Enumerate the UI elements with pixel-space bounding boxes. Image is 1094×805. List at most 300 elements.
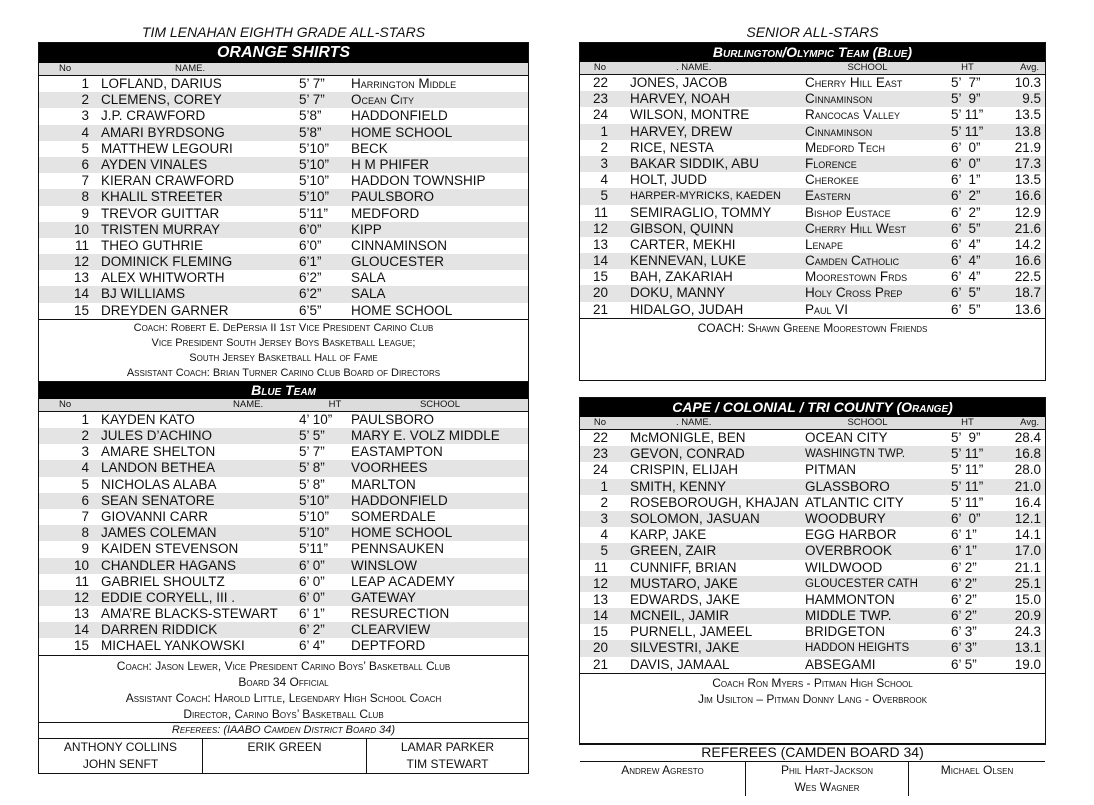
player-school: SALA: [351, 270, 386, 286]
player-height: 6’ 1”: [951, 172, 981, 188]
header-no: No: [59, 63, 72, 74]
eighth-grade-column: [38, 0, 529, 774]
player-row: [580, 124, 1045, 140]
player-name: MICHAEL YANKOWSKI: [101, 638, 245, 654]
header-name: . NAME.: [676, 62, 712, 73]
player-row: [580, 560, 1045, 576]
player-row: [39, 222, 528, 238]
player-row: [39, 108, 528, 124]
player-school: WILDWOOD: [805, 559, 883, 575]
player-row: [39, 92, 528, 108]
player-average: 13.1: [1014, 640, 1041, 656]
player-number: 9: [81, 541, 89, 557]
player-height: 6’0”: [299, 221, 322, 237]
player-number: 2: [600, 494, 608, 510]
player-number: 11: [593, 204, 608, 220]
player-row: [580, 543, 1045, 559]
player-height: 6’ 1”: [299, 606, 325, 622]
player-row: [39, 303, 528, 319]
player-height: 6’ 4”: [299, 638, 325, 654]
player-number: 1: [81, 76, 89, 91]
player-height: 5’ 7”: [299, 76, 325, 91]
header-ht: HT: [328, 398, 342, 410]
player-school: MEDFORD: [351, 205, 420, 221]
player-school: RESURECTION: [351, 606, 450, 622]
player-height: 5’10”: [299, 140, 330, 156]
player-row: [39, 428, 528, 444]
player-name: MCNEIL, JAMIR: [630, 608, 730, 624]
player-school: HAMMONTON: [805, 591, 895, 607]
player-number: 6: [81, 492, 89, 508]
player-number: 13: [73, 270, 89, 286]
player-height: 5’11”: [299, 205, 329, 221]
cape-title: CAPE / COLONIAL / TRI COUNTY (Orange): [580, 398, 1045, 417]
player-name: SILVESTRI, JAKE: [630, 640, 740, 656]
player-name: CHANDLER HAGANS: [101, 557, 237, 573]
coach-line: Jim Usilton – Pitman Donny Lang - Overbrook: [697, 691, 928, 706]
player-name: NICHOLAS ALABA: [101, 476, 217, 492]
player-row: [580, 269, 1045, 285]
player-average: 16.8: [1014, 446, 1041, 462]
player-height: 5’11”: [299, 541, 329, 557]
player-height: 5’10”: [299, 173, 330, 189]
player-height: 6’ 5”: [951, 656, 977, 672]
player-row: [580, 657, 1045, 673]
senior-title: SENIOR ALL-STARS: [746, 24, 879, 40]
player-school: HOME SCHOOL: [351, 124, 453, 140]
player-name: KAYDEN KATO: [101, 411, 195, 427]
header-no: No: [593, 417, 607, 428]
player-name: KENNEVAN, LUKE: [630, 253, 747, 269]
header-avg: Avg.: [1020, 417, 1039, 428]
coach-line: Coach Ron Myers - Pitman High School: [712, 675, 913, 690]
player-name: MUSTARO, JAKE: [630, 575, 738, 591]
player-row: [39, 493, 528, 509]
player-row: [580, 107, 1045, 123]
player-name: DOKU, MANNY: [630, 285, 726, 301]
player-height: 5’ 8”: [299, 476, 325, 492]
player-number: 4: [600, 172, 608, 188]
player-height: 5’10”: [299, 508, 330, 524]
player-row: [39, 622, 528, 638]
player-name: DAVIS, JAMAAL: [630, 656, 730, 672]
player-row: [39, 541, 528, 557]
burlington-coach: COACH: Shawn Greene Moorestown Friends: [580, 318, 1045, 336]
coach-line: Board 34 Official: [238, 674, 329, 689]
player-row: [39, 590, 528, 606]
player-height: 5’ 7”: [299, 444, 325, 460]
player-height: 5’8”: [299, 124, 322, 140]
referee-name: LAMAR PARKER: [400, 739, 495, 754]
player-name: SOLOMON, JASUAN: [630, 510, 760, 526]
player-height: 6’ 2”: [951, 591, 977, 607]
player-school: OCEAN CITY: [805, 430, 888, 445]
player-row: [39, 444, 528, 460]
player-school: ATLANTIC CITY: [805, 494, 904, 510]
player-height: 6’2”: [299, 286, 322, 302]
player-school: Harrington Middle: [351, 76, 457, 91]
player-height: 6’ 2”: [951, 608, 977, 624]
player-row: [39, 412, 528, 428]
orange-shirts-title: ORANGE SHIRTS: [39, 43, 528, 63]
player-height: 6’ 2”: [951, 559, 977, 575]
player-height: 6’ 5”: [951, 285, 981, 301]
player-height: 5’ 11”: [951, 107, 984, 123]
player-number: 10: [73, 221, 89, 237]
player-row: [580, 446, 1045, 462]
player-number: 4: [81, 460, 89, 476]
player-name: CLEMENS, COREY: [101, 92, 222, 108]
player-average: 13.8: [1014, 123, 1041, 139]
player-name: JULES D’ACHINO: [101, 428, 213, 443]
player-number: 24: [592, 107, 608, 123]
player-row: [580, 462, 1045, 478]
player-name: JONES, JACOB: [630, 75, 728, 90]
player-average: 9.5: [1022, 91, 1041, 107]
player-name: BAKAR SIDDIK, ABU: [630, 155, 760, 171]
player-number: 14: [73, 622, 89, 638]
player-row: [580, 285, 1045, 301]
player-name: SEMIRAGLIO, TOMMY: [630, 204, 772, 220]
player-row: [580, 140, 1045, 156]
player-height: 5’10”: [299, 525, 330, 541]
player-name: HARPER-MYRICKS, KAEDEN: [630, 190, 781, 203]
referee-group: [39, 739, 203, 773]
player-row: [580, 511, 1045, 527]
player-school: GATEWAY: [351, 589, 417, 605]
player-average: 14.1: [1014, 527, 1041, 543]
header-ht: HT: [961, 417, 974, 428]
player-height: 6’ 2”: [951, 204, 981, 220]
player-name: TRISTEN MURRAY: [101, 221, 221, 237]
orange-coach-block: [39, 319, 528, 381]
player-height: 6’ 2”: [299, 622, 325, 638]
player-name: DARREN RIDDICK: [101, 622, 218, 638]
player-average: 18.7: [1014, 285, 1041, 301]
player-row: [39, 286, 528, 302]
player-row: [580, 156, 1045, 172]
coach-line: Coach: Jason Lewer, Vice President Carino Boys’ Basketball Club: [116, 658, 451, 673]
player-number: 3: [81, 108, 89, 124]
player-row: [39, 141, 528, 157]
player-row: [39, 76, 528, 92]
player-name: HOLT, JUDD: [630, 172, 708, 188]
player-name: McMONIGLE, BEN: [630, 430, 746, 445]
player-name: BAH, ZAKARIAH: [630, 269, 733, 285]
player-height: 6’ 3”: [951, 624, 977, 640]
player-average: 13.5: [1014, 107, 1041, 123]
player-average: 14.2: [1014, 236, 1041, 252]
player-height: 6’ 0”: [299, 557, 325, 573]
player-average: 16.6: [1014, 188, 1041, 204]
player-number: 4: [600, 527, 608, 543]
player-number: 5: [81, 140, 89, 156]
player-row: [580, 237, 1045, 253]
player-average: 20.9: [1014, 608, 1041, 624]
referees-label: Referees: (IAABO Camden District Board 34): [39, 722, 528, 738]
player-row: [580, 302, 1045, 318]
player-average: 24.3: [1014, 624, 1041, 640]
player-height: 5’8”: [299, 108, 322, 124]
player-school: Florence: [805, 155, 857, 171]
blue-header-row: [39, 399, 528, 412]
player-row: [39, 606, 528, 622]
player-number: 22: [592, 75, 608, 90]
player-number: 2: [81, 428, 89, 443]
player-name: GREEN, ZAIR: [630, 543, 717, 559]
player-number: 13: [592, 591, 608, 607]
player-height: 6’5”: [299, 302, 322, 318]
referee-group: [580, 762, 746, 796]
header-school: SCHOOL: [847, 62, 888, 73]
blue-coach-block: [39, 655, 528, 722]
player-height: 5’ 11”: [951, 494, 984, 510]
player-number: 3: [81, 444, 89, 460]
player-number: 8: [81, 189, 89, 205]
player-name: PURNELL, JAMEEL: [630, 624, 753, 640]
player-number: 12: [73, 254, 89, 270]
player-name: CRISPIN, ELIJAH: [630, 462, 739, 478]
player-height: 5’ 8”: [299, 460, 325, 476]
player-height: 5’10”: [299, 492, 330, 508]
player-name: KAIDEN STEVENSON: [101, 541, 239, 557]
referee-name: JOHN SENFT: [82, 756, 159, 771]
player-row: [39, 525, 528, 541]
player-number: 12: [73, 589, 89, 605]
referee-name: Michael Olsen: [940, 762, 1014, 777]
player-row: [580, 576, 1045, 592]
player-school: Cherokee: [805, 172, 859, 188]
player-school: BRIDGETON: [805, 624, 886, 640]
player-name: EDWARDS, JAKE: [630, 591, 740, 607]
player-school: Rancocas Valley: [805, 107, 901, 123]
player-school: OVERBROOK: [805, 543, 893, 559]
player-row: [580, 75, 1045, 91]
player-school: HADDONFIELD: [351, 492, 448, 508]
player-school: MIDDLE TWP.: [805, 608, 892, 624]
player-height: 5’ 11”: [951, 478, 984, 494]
burlington-title: Burlington/Olympic Team (Blue): [580, 43, 1045, 62]
referee-group: [367, 739, 528, 773]
player-name: AYDEN VINALES: [101, 156, 208, 172]
player-name: CUNNIFF, BRIAN: [630, 559, 737, 575]
player-number: 11: [74, 237, 89, 253]
player-row: [39, 574, 528, 590]
player-row: [580, 592, 1045, 608]
player-height: 5’ 7”: [299, 92, 325, 108]
player-name: LOFLAND, DARIUS: [101, 76, 222, 91]
player-number: 5: [600, 188, 608, 204]
player-school: HADDON HEIGHTS: [805, 642, 910, 655]
player-height: 5’ 9”: [951, 430, 981, 445]
player-row: [580, 172, 1045, 188]
player-number: 23: [592, 91, 608, 107]
player-height: 6’ 2”: [951, 188, 981, 204]
player-average: 17.0: [1014, 543, 1041, 559]
player-school: Moorestown Frds: [805, 269, 908, 285]
player-average: 16.4: [1014, 494, 1041, 510]
blue-team-title: Blue Team: [39, 382, 528, 399]
player-height: 6’ 5”: [951, 301, 981, 317]
player-name: CARTER, MEKHI: [630, 236, 736, 252]
player-height: 5’ 11”: [951, 123, 984, 139]
player-number: 14: [592, 253, 608, 269]
player-average: 13.6: [1014, 301, 1041, 317]
player-school: EASTAMPTON: [351, 444, 443, 460]
player-school: Medford Tech: [805, 139, 886, 155]
player-number: 1: [600, 478, 608, 494]
player-average: 28.4: [1014, 430, 1041, 445]
player-height: 6’ 4”: [951, 236, 981, 252]
player-school: HADDON TOWNSHIP: [351, 173, 486, 189]
player-height: 5’ 5”: [299, 428, 325, 443]
player-school: Holy Cross Prep: [805, 285, 903, 301]
player-number: 3: [600, 510, 608, 526]
player-name: GIBSON, QUINN: [630, 220, 734, 236]
player-row: [580, 221, 1045, 237]
player-average: 15.0: [1014, 591, 1041, 607]
player-row: [580, 188, 1045, 204]
player-number: 4: [81, 124, 89, 140]
referee-name: TIM STEWART: [406, 756, 489, 771]
referee-name: Phil Hart-Jackson: [780, 762, 874, 777]
player-name: KARP, JAKE: [630, 527, 707, 543]
player-number: 21: [592, 656, 608, 672]
player-row: [580, 624, 1045, 640]
player-row: [39, 173, 528, 189]
header-name: NAME.: [175, 63, 206, 74]
player-row: [580, 608, 1045, 624]
player-number: 15: [592, 269, 608, 285]
player-school: CINNAMINSON: [351, 237, 448, 253]
player-number: 1: [81, 411, 89, 427]
player-name: JAMES COLEMAN: [101, 525, 217, 541]
player-school: CLEARVIEW: [351, 622, 431, 638]
player-height: 5’ 7”: [951, 75, 981, 90]
player-number: 15: [592, 624, 608, 640]
blue-roster: [39, 412, 528, 655]
player-number: 9: [81, 205, 89, 221]
player-school: Cherry Hill East: [805, 75, 903, 90]
player-average: 21.1: [1014, 559, 1041, 575]
player-school: Bishop Eustace: [805, 204, 891, 220]
player-school: WASHINGTN TWP.: [805, 448, 906, 461]
player-height: 6’2”: [299, 270, 322, 286]
coach-line: Vice President South Jersey Boys Basketball League;: [151, 336, 416, 349]
player-row: [39, 238, 528, 254]
player-row: [580, 527, 1045, 543]
player-number: 23: [592, 446, 608, 462]
player-name: BJ WILLIAMS: [101, 286, 186, 302]
burlington-header-row: [580, 62, 1045, 75]
player-height: 6’ 0”: [299, 573, 325, 589]
header-school: SCHOOL: [847, 417, 888, 428]
player-average: 28.0: [1014, 462, 1041, 478]
player-average: 21.9: [1014, 139, 1041, 155]
player-school: Camden Catholic: [805, 253, 900, 269]
header-name: . NAME.: [676, 417, 712, 428]
player-school: LEAP ACADEMY: [351, 573, 456, 589]
player-number: 20: [592, 285, 608, 301]
player-height: 6’1”: [299, 254, 322, 270]
player-school: GLOUCESTER: [351, 254, 445, 270]
player-average: 10.3: [1014, 75, 1041, 90]
player-name: ROSEBOROUGH, KHAJAN: [630, 494, 799, 510]
player-name: DOMINICK FLEMING: [101, 254, 233, 270]
player-number: 2: [600, 139, 608, 155]
referee-group: [203, 739, 367, 773]
player-school: Cherry Hill West: [805, 220, 907, 236]
player-height: 6’ 2”: [951, 575, 977, 591]
player-name: HIDALGO, JUDAH: [630, 301, 744, 317]
player-name: HARVEY, DREW: [630, 123, 733, 139]
player-row: [39, 477, 528, 493]
player-number: 15: [73, 638, 89, 654]
player-row: [580, 253, 1045, 269]
player-row: [39, 270, 528, 286]
coach-line: Assistant Coach: Brian Turner Carino Club Board of Directors: [126, 366, 441, 379]
eighth-grade-title: TIM LENAHAN EIGHTH GRADE ALL-STARS: [141, 24, 426, 40]
player-height: 5’ 9”: [951, 91, 981, 107]
player-school: SALA: [351, 286, 386, 302]
referee-name: ANTHONY COLLINS: [63, 739, 178, 754]
coach-line: Director, Carino Boys’ Basketball Club: [183, 706, 384, 721]
player-number: 5: [81, 476, 89, 492]
player-number: 3: [600, 155, 608, 171]
player-row: [580, 205, 1045, 221]
player-number: 12: [592, 220, 608, 236]
player-school: Eastern: [805, 188, 851, 204]
player-number: 10: [73, 557, 89, 573]
player-school: Paul VI: [805, 301, 849, 317]
player-number: 7: [81, 173, 89, 189]
referee-name: Wes Wagner: [794, 779, 860, 794]
player-number: 21: [592, 301, 608, 317]
burlington-box: [579, 42, 1046, 381]
player-average: 17.3: [1014, 155, 1041, 171]
player-school: EGG HARBOR: [805, 527, 897, 543]
player-name: EDDIE CORYELL, III .: [101, 589, 236, 605]
player-name: GEVON, CONRAD: [630, 446, 745, 462]
player-name: J.P. CRAWFORD: [101, 108, 206, 124]
orange-header-row: [39, 63, 528, 76]
player-school: GLASSBORO: [805, 478, 890, 494]
player-height: 6’ 0”: [951, 139, 981, 155]
cape-roster: [580, 430, 1045, 673]
player-row: [39, 254, 528, 270]
player-name: WILSON, MONTRE: [630, 107, 750, 123]
player-name: DREYDEN GARNER: [101, 302, 229, 318]
cape-coach-block: [580, 673, 1045, 743]
player-average: 13.5: [1014, 172, 1041, 188]
player-name: AMA’RE BLACKS-STEWART: [101, 606, 278, 622]
player-school: HOME SCHOOL: [351, 525, 453, 541]
referee-group: [746, 762, 909, 796]
player-number: 11: [74, 573, 89, 589]
player-school: MARY E. VOLZ MIDDLE: [351, 428, 500, 443]
player-school: PAULSBORO: [351, 189, 435, 205]
coach-line: Assistant Coach: Harold Little, Legendary High School Coach: [125, 690, 442, 705]
player-row: [580, 91, 1045, 107]
player-row: [580, 640, 1045, 656]
player-school: PAULSBORO: [351, 411, 435, 427]
player-name: AMARI BYRDSONG: [101, 124, 225, 140]
player-school: H M PHIFER: [351, 156, 430, 172]
player-name: LANDON BETHEA: [101, 460, 216, 476]
player-number: 13: [592, 236, 608, 252]
senior-referees-title: REFEREES (CAMDEN BOARD 34): [580, 743, 1045, 761]
player-school: MARLTON: [351, 476, 416, 492]
